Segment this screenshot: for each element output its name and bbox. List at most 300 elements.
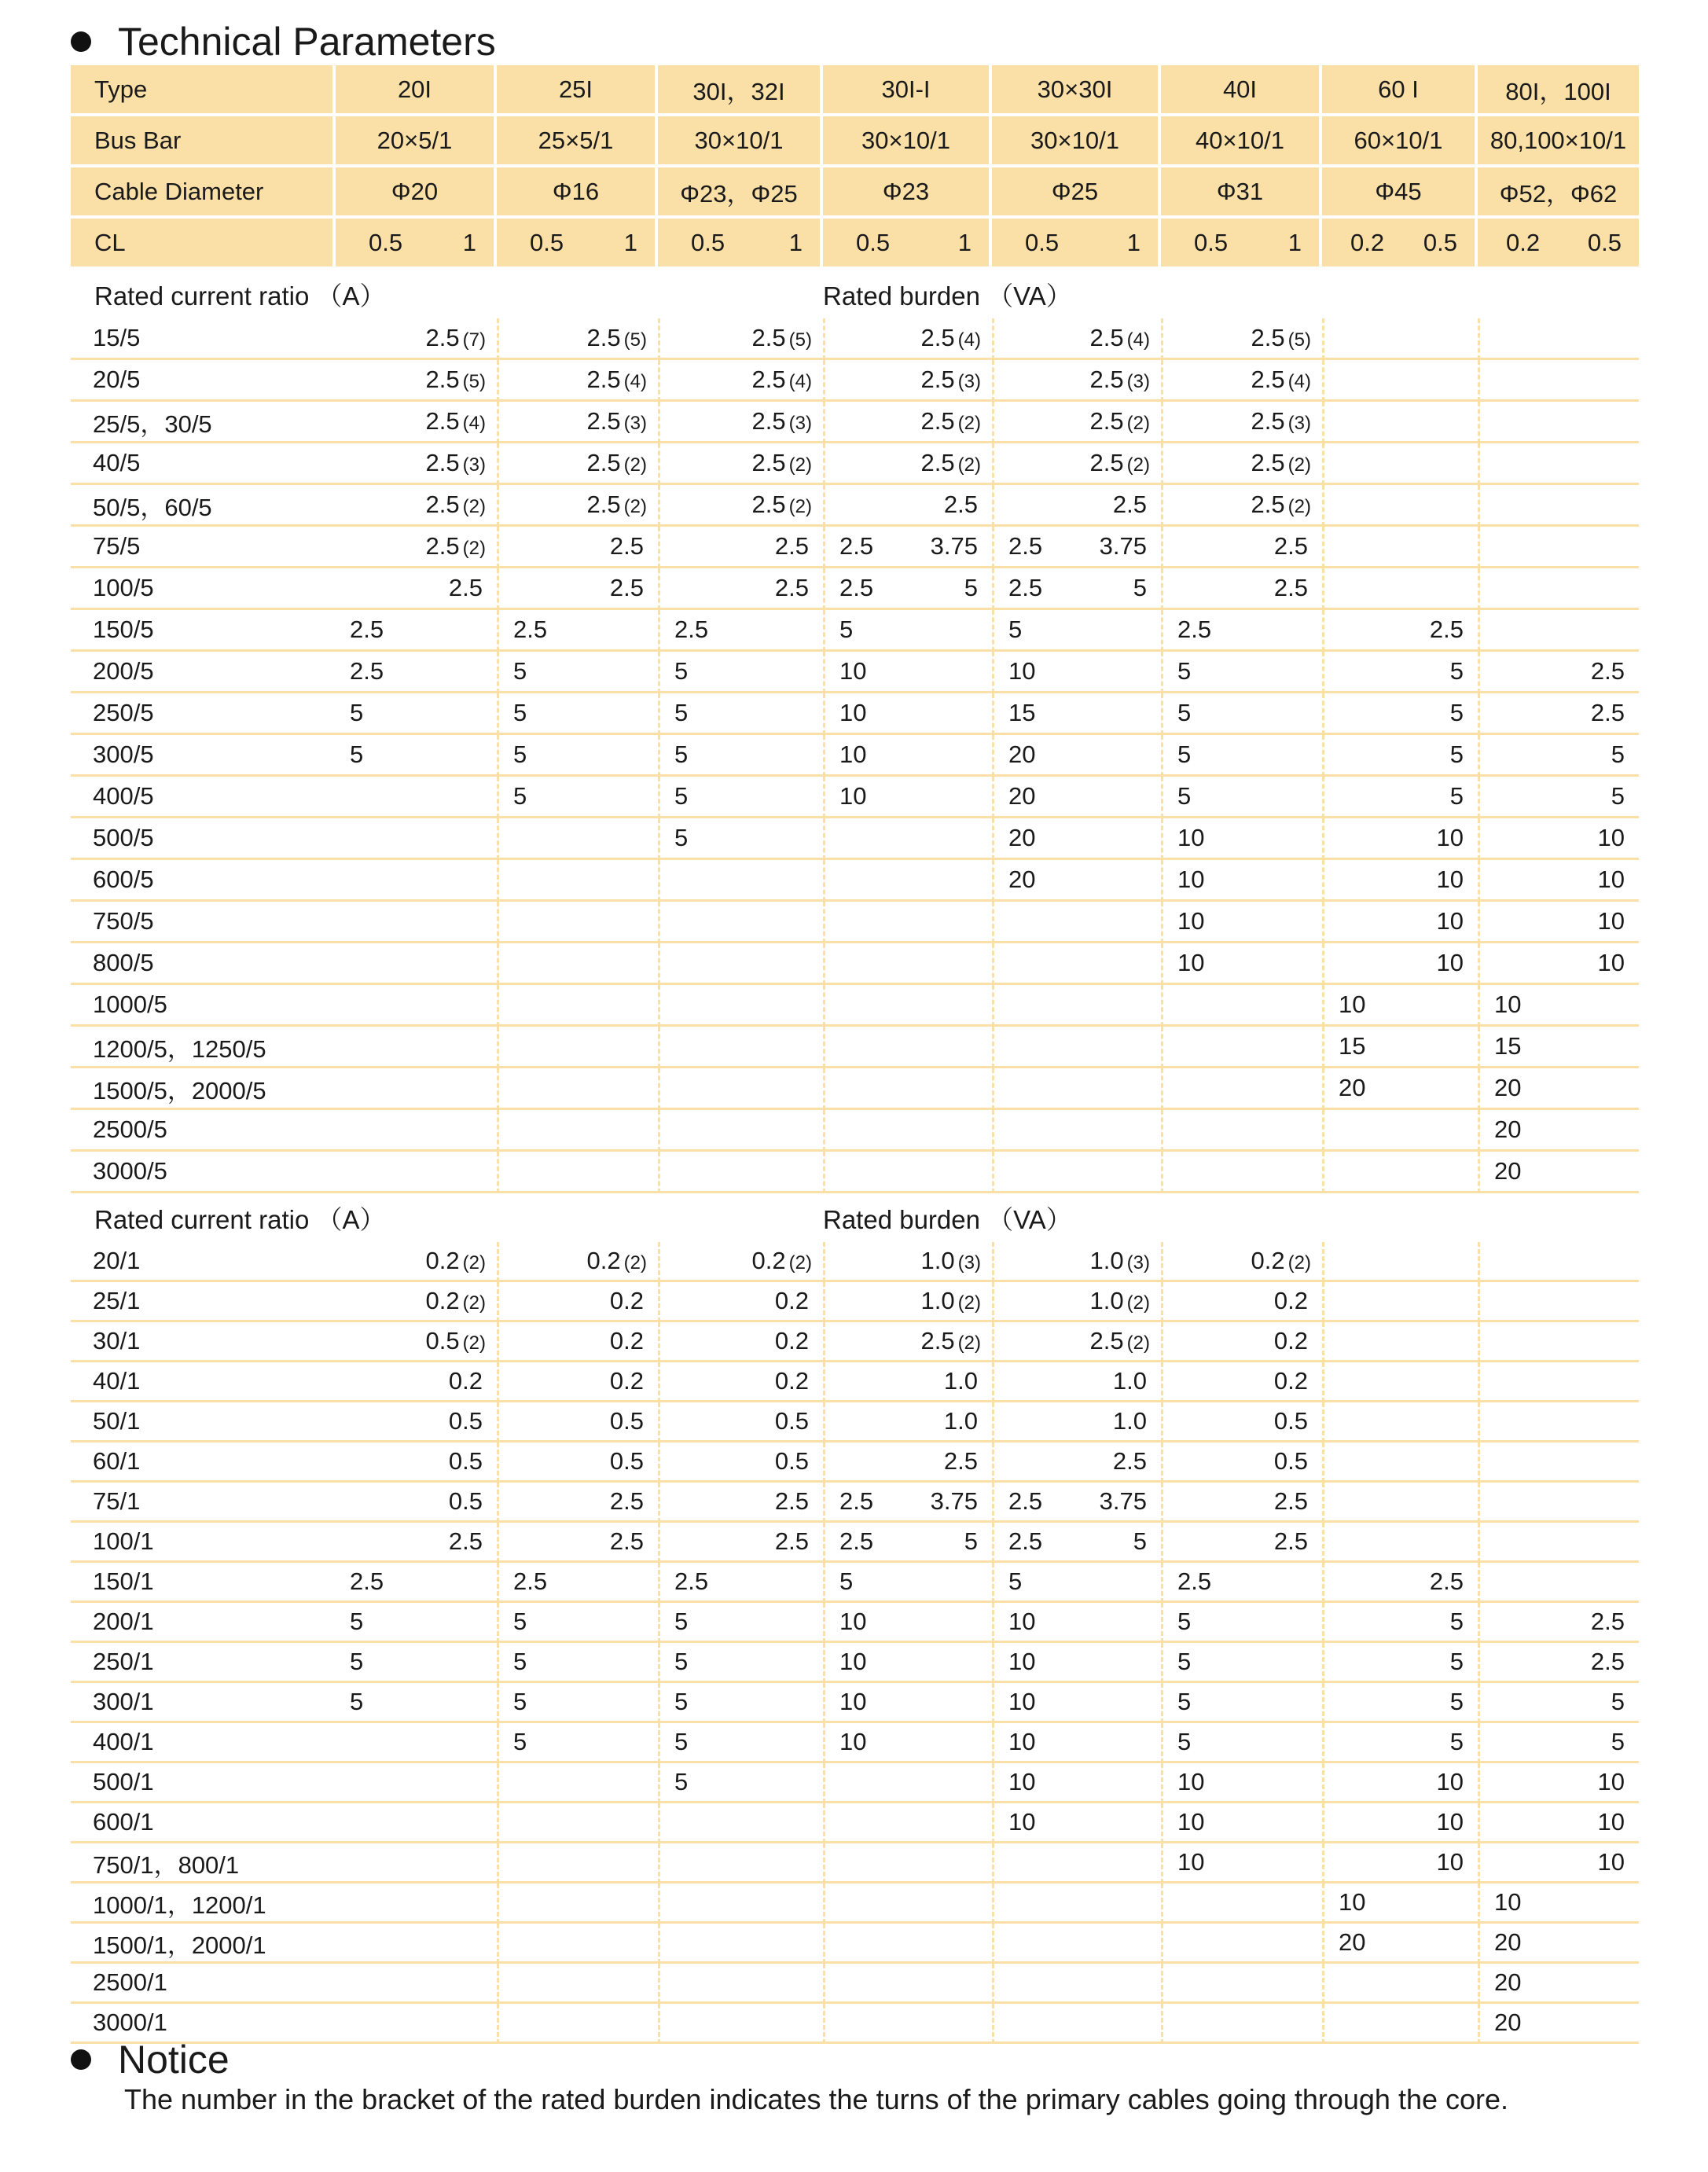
turns-count: (2) <box>1287 496 1311 517</box>
burden-values <box>499 1688 658 1716</box>
current-ratio-cell: 150/1 <box>71 1563 336 1603</box>
burden-value-left: 2.5 <box>1008 574 1043 601</box>
burden-cell <box>497 318 658 360</box>
burden-value-left: 10 <box>1008 1768 1036 1795</box>
table-row <box>71 402 1639 443</box>
burden-value: 0.5 <box>609 1407 644 1435</box>
burden-values <box>1163 2008 1322 2037</box>
burden-value-right <box>809 1032 812 1060</box>
burden-value-right <box>1147 907 1150 935</box>
burden-value-right <box>944 1407 981 1435</box>
burden-cell <box>1478 1884 1639 1924</box>
burden-value-right <box>644 1728 647 1756</box>
burden-value-right <box>921 1327 981 1355</box>
burden-cell <box>336 1027 497 1068</box>
burden-cell <box>992 1563 1161 1603</box>
burden-cell <box>992 568 1161 610</box>
turns-count: (2) <box>462 1292 486 1314</box>
burden-value-right <box>921 1287 981 1315</box>
burden-cell <box>497 1523 658 1563</box>
burden-values <box>660 907 823 935</box>
burden-values <box>660 990 823 1019</box>
burden-cell <box>1322 1282 1478 1322</box>
burden-cell <box>497 1110 658 1152</box>
burden-cell <box>1478 985 1639 1027</box>
burden-cell <box>992 1110 1161 1152</box>
burden-values <box>1324 782 1478 810</box>
burden-cell <box>658 860 823 902</box>
burden-cell <box>658 360 823 402</box>
burden-cell <box>1161 1523 1322 1563</box>
burden-value: 0.2 <box>609 1327 644 1354</box>
burden-value-right <box>1464 1367 1467 1395</box>
burden-values <box>1163 1157 1322 1185</box>
burden-value-right <box>1437 949 1467 977</box>
burden-cell <box>1161 1027 1322 1068</box>
type-cell: 40I <box>1161 65 1322 116</box>
burden-cell <box>336 485 497 527</box>
table-row <box>71 1683 1639 1723</box>
burden-value-left: 5 <box>1177 1608 1192 1635</box>
burden-cell <box>1161 1362 1322 1402</box>
burden-value: 5 <box>964 574 978 601</box>
burden-value: 0.2 <box>1273 1287 1308 1314</box>
burden-values <box>660 782 823 810</box>
burden-value-right <box>1464 1447 1467 1476</box>
burden-cell <box>992 1483 1161 1523</box>
burden-values <box>1163 1074 1322 1102</box>
burden-value-left: 5 <box>513 741 527 768</box>
burden-cell <box>1478 1964 1639 2004</box>
burden-value-left: 20 <box>1008 824 1036 851</box>
burden-value-left: 10 <box>839 699 867 726</box>
table-row <box>71 1763 1639 1803</box>
rated-current-ratio-label: Rated current ratio （A） <box>94 1204 386 1234</box>
burden-value: 2.5 <box>1089 1327 1124 1354</box>
burden-value-left: 5 <box>674 1688 689 1715</box>
burden-value-right <box>644 865 647 894</box>
burden-values <box>1163 1608 1322 1636</box>
burden-cell <box>992 1152 1161 1193</box>
burden-cell <box>1478 1643 1639 1683</box>
burden-value-left: 20 <box>1494 1928 1522 1956</box>
burden-value-right <box>978 949 981 977</box>
burden-cell <box>992 1723 1161 1763</box>
burden-cell <box>1161 1442 1322 1483</box>
burden-values <box>499 990 658 1019</box>
burden-values <box>1480 1928 1639 1957</box>
notice-text: The number in the bracket of the rated burden indicates the turns of the primary cables going through the core. <box>124 2083 1509 2115</box>
burden-cell <box>497 1282 658 1322</box>
burden-cell <box>658 943 823 985</box>
burden-values <box>1324 1487 1478 1516</box>
burden-values <box>825 616 992 644</box>
burden-value: 2.5 <box>1112 1447 1147 1475</box>
burden-values <box>660 1848 823 1876</box>
turns-count: (2) <box>462 538 486 559</box>
burden-values <box>499 407 658 436</box>
busbar-cell: 80,100×10/1 <box>1478 116 1639 167</box>
burden-value-right <box>1308 1648 1311 1676</box>
burden-value: 3.75 <box>930 1487 978 1515</box>
burden-value-right <box>1113 491 1150 519</box>
burden-value: 2.5 <box>609 1487 644 1515</box>
burden-cell <box>336 1362 497 1402</box>
section-header-row <box>71 270 1639 318</box>
burden-value: 5 <box>1611 1688 1625 1715</box>
burden-cell <box>497 1483 658 1523</box>
burden-value-left: 5 <box>350 1608 364 1635</box>
burden-cell <box>1322 693 1478 735</box>
burden-values <box>1324 949 1478 977</box>
burden-values <box>1480 1728 1639 1756</box>
type-label: Type <box>71 65 336 116</box>
burden-values <box>1480 1648 1639 1676</box>
burden-value: 0.2 <box>448 1367 483 1395</box>
burden-value-right <box>610 532 647 560</box>
turns-count: (5) <box>788 329 812 351</box>
burden-value-left: 10 <box>1008 1808 1036 1836</box>
burden-value-right <box>426 1327 486 1355</box>
burden-cell <box>1322 1563 1478 1603</box>
burden-value-right <box>1464 1115 1467 1144</box>
burden-values <box>1480 1074 1639 1102</box>
burden-values <box>994 491 1161 519</box>
burden-value-left: 2.5 <box>674 1567 709 1595</box>
burden-cell <box>1161 610 1322 652</box>
burden-cell <box>1161 1924 1322 1964</box>
burden-cell <box>497 1362 658 1402</box>
burden-values <box>1163 532 1322 560</box>
burden-value-right <box>809 1608 812 1636</box>
burden-value: 2.5 <box>425 407 460 435</box>
burden-value-right <box>944 1447 981 1476</box>
burden-cell <box>1478 652 1639 693</box>
burden-values <box>660 2008 823 2037</box>
burden-values <box>994 1367 1161 1395</box>
burden-values <box>660 491 823 519</box>
burden-value: 3.75 <box>930 532 978 560</box>
burden-value-right <box>1450 699 1467 727</box>
burden-values <box>336 1808 497 1836</box>
current-ratio-cell: 40/5 <box>71 443 336 485</box>
burden-value-left: 10 <box>1494 1888 1522 1916</box>
burden-values <box>1163 1928 1322 1957</box>
burden-values <box>1163 990 1322 1019</box>
burden-values <box>825 824 992 852</box>
burden-values <box>660 1888 823 1917</box>
burden-values <box>660 449 823 477</box>
burden-value-right <box>1090 366 1150 394</box>
burden-values <box>660 865 823 894</box>
burden-value-right <box>1147 990 1150 1019</box>
cl-pair <box>992 229 1158 257</box>
burden-cell <box>992 1282 1161 1322</box>
burden-cell <box>1322 1924 1478 1964</box>
cl-value: 0.5 <box>856 228 891 256</box>
burden-cell <box>1322 1843 1478 1884</box>
current-ratio-cell: 300/1 <box>71 1683 336 1723</box>
current-ratio-cell: 2500/5 <box>71 1110 336 1152</box>
burden-cell <box>497 360 658 402</box>
burden-values <box>825 532 992 560</box>
burden-values <box>660 1115 823 1144</box>
burden-values <box>1480 949 1639 977</box>
burden-cell <box>1478 360 1639 402</box>
burden-values <box>825 865 992 894</box>
table-row <box>71 2004 1639 2044</box>
burden-cell <box>1161 1402 1322 1442</box>
burden-cell <box>1161 1803 1322 1843</box>
burden-values <box>336 782 497 810</box>
burden-value-right <box>1274 1407 1311 1435</box>
burden-cell <box>497 943 658 985</box>
burden-value-right <box>775 1527 812 1556</box>
burden-cell <box>336 1322 497 1362</box>
burden-cell <box>1161 1483 1322 1523</box>
burden-values <box>994 2008 1161 2037</box>
burden-cell <box>658 1683 823 1723</box>
burden-values <box>1480 824 1639 852</box>
turns-count: (2) <box>788 1252 812 1273</box>
burden-cell <box>497 1322 658 1362</box>
burden-value-right <box>483 1567 486 1596</box>
burden-value-right <box>449 574 486 602</box>
burden-value-right <box>1430 616 1467 644</box>
burden-value-right <box>610 1487 647 1516</box>
burden-value-right <box>1464 1074 1467 1102</box>
burden-cell <box>497 1603 658 1643</box>
burden-cell <box>823 1442 992 1483</box>
turns-count: (2) <box>462 1332 486 1354</box>
burden-value-right <box>1591 1608 1628 1636</box>
burden-value-left: 20 <box>1494 1157 1522 1185</box>
burden-values <box>1324 1608 1478 1636</box>
burden-value-right <box>610 1527 647 1556</box>
burden-cell <box>336 1483 497 1523</box>
burden-cell <box>1322 1964 1478 2004</box>
burden-value-right <box>809 1768 812 1796</box>
burden-value-right <box>809 1968 812 1997</box>
burden-value-right <box>1147 949 1150 977</box>
burden-value-right <box>1625 1407 1628 1435</box>
burden-cell <box>336 1282 497 1322</box>
burden-values <box>1163 1968 1322 1997</box>
burden-value-left: 10 <box>839 657 867 685</box>
burden-value-right <box>1090 407 1150 436</box>
current-ratio-cell: 3000/5 <box>71 1152 336 1193</box>
burden-values <box>1480 324 1639 352</box>
burden-values <box>1163 449 1322 477</box>
type-cell: 30I，32I <box>658 65 823 116</box>
burden-value-right <box>644 657 647 685</box>
burden-values <box>1324 407 1478 436</box>
burden-cell <box>823 1483 992 1523</box>
burden-values <box>825 2008 992 2037</box>
burden-values <box>499 1487 658 1516</box>
burden-cell <box>497 1563 658 1603</box>
burden-cell <box>1322 1402 1478 1442</box>
burden-values <box>660 1487 823 1516</box>
type-cell: 25I <box>497 65 658 116</box>
burden-values <box>1324 1768 1478 1796</box>
burden-value: 2.5 <box>751 366 786 393</box>
burden-cell <box>992 610 1161 652</box>
burden-cell <box>336 1563 497 1603</box>
burden-cell <box>992 735 1161 777</box>
notice-title: Notice <box>118 2038 230 2082</box>
burden-value: 2.5 <box>425 532 460 560</box>
burden-values <box>1324 657 1478 685</box>
bullet-icon <box>71 2049 91 2070</box>
burden-value-right <box>644 907 647 935</box>
burden-value-right <box>964 574 981 602</box>
burden-value: 2.5 <box>774 532 809 560</box>
burden-value: 3.75 <box>1099 532 1147 560</box>
burden-value-right <box>809 1728 812 1756</box>
burden-values <box>825 1287 992 1315</box>
burden-cell <box>1161 2004 1322 2044</box>
burden-value-left: 5 <box>350 1648 364 1675</box>
burden-values <box>336 1487 497 1516</box>
burden-values <box>994 366 1161 394</box>
burden-values <box>499 1074 658 1102</box>
burden-value-right <box>1274 532 1311 560</box>
turns-count: (4) <box>1126 329 1150 351</box>
burden-cell <box>823 985 992 1027</box>
burden-values <box>660 1768 823 1796</box>
burden-value: 1.0 <box>1089 1247 1124 1274</box>
burden-cell <box>658 1523 823 1563</box>
burden-values <box>1324 366 1478 394</box>
burden-value-right <box>978 741 981 769</box>
burden-value-right <box>809 2008 812 2037</box>
burden-cell <box>336 1884 497 1924</box>
burden-value-right <box>1464 1487 1467 1516</box>
burden-value-right <box>426 1287 486 1315</box>
burden-cell <box>1161 652 1322 693</box>
burden-value: 3.75 <box>1099 1487 1147 1515</box>
burden-values <box>499 1728 658 1756</box>
cl-pair <box>1161 229 1319 257</box>
turns-count: (4) <box>623 371 647 392</box>
burden-cell <box>336 402 497 443</box>
burden-cell <box>497 443 658 485</box>
burden-values <box>336 532 497 560</box>
burden-value-right <box>426 324 486 352</box>
burden-value-right <box>1464 1287 1467 1315</box>
table-row <box>71 1643 1639 1683</box>
burden-cell <box>336 1723 497 1763</box>
burden-value-right <box>644 1968 647 1997</box>
notice-heading <box>71 2032 230 2087</box>
burden-values <box>499 1848 658 1876</box>
burden-value-right <box>1625 1968 1628 1997</box>
burden-cell <box>1478 1110 1639 1152</box>
burden-values <box>1163 1407 1322 1435</box>
burden-value: 5 <box>1449 1648 1464 1675</box>
burden-cell <box>992 1027 1161 1068</box>
burden-value: 2.5 <box>1251 324 1285 351</box>
burden-values <box>1163 782 1322 810</box>
cl-value: 0.5 <box>1423 228 1457 256</box>
burden-value-left: 2.5 <box>513 1567 548 1595</box>
burden-values <box>336 1327 497 1355</box>
burden-cell <box>1161 527 1322 568</box>
burden-values <box>1324 1032 1478 1060</box>
burden-values <box>336 616 497 644</box>
burden-values <box>1163 1848 1322 1876</box>
burden-value-right <box>483 1074 486 1102</box>
current-ratio-cell: 20/1 <box>71 1242 336 1282</box>
burden-value-left: 10 <box>1008 1688 1036 1715</box>
burden-value: 2.5 <box>1590 1608 1625 1635</box>
burden-cell <box>497 1027 658 1068</box>
burden-values <box>825 990 992 1019</box>
burden-value-left: 2.5 <box>1177 616 1212 643</box>
burden-cell <box>497 610 658 652</box>
burden-value: 10 <box>1597 1808 1625 1836</box>
burden-value-left: 5 <box>674 1768 689 1795</box>
burden-value-right <box>775 1327 812 1355</box>
burden-value-left: 2.5 <box>839 532 874 560</box>
turns-count: (2) <box>1126 1292 1150 1314</box>
burden-values <box>660 1808 823 1836</box>
burden-cell <box>823 1723 992 1763</box>
cl-value: 0.5 <box>1587 228 1622 256</box>
burden-values <box>1163 407 1322 436</box>
cl-value: 1 <box>462 228 476 256</box>
table-row <box>71 1523 1639 1563</box>
cl-value: 0.5 <box>1194 228 1229 256</box>
turns-count: (2) <box>1126 1332 1150 1354</box>
turns-count: (2) <box>957 454 981 476</box>
burden-cell <box>823 902 992 943</box>
burden-cell <box>1322 1110 1478 1152</box>
burden-value-right <box>1308 1032 1311 1060</box>
burden-value-left: 5 <box>839 616 854 643</box>
burden-values <box>499 616 658 644</box>
burden-values <box>994 1928 1161 1957</box>
burden-value: 2.5 <box>586 407 621 435</box>
burden-values <box>499 366 658 394</box>
cl-value: 0.5 <box>691 228 725 256</box>
burden-values <box>660 1327 823 1355</box>
burden-value-right <box>1308 949 1311 977</box>
burden-values <box>499 1287 658 1315</box>
burden-value-right <box>610 1407 647 1435</box>
burden-cell <box>1322 1362 1478 1402</box>
burden-value: 2.5 <box>1089 407 1124 435</box>
burden-value-right <box>809 1567 812 1596</box>
burden-value-right <box>775 574 812 602</box>
rated-burden-label: Rated burden （VA） <box>823 281 1072 311</box>
burden-value-right <box>1100 1487 1150 1516</box>
burden-value-right <box>1308 1608 1311 1636</box>
burden-cell <box>336 568 497 610</box>
turns-count: (3) <box>1126 1252 1150 1273</box>
burden-values <box>994 1808 1161 1836</box>
current-ratio-cell: 150/5 <box>71 610 336 652</box>
burden-value-left: 10 <box>839 782 867 810</box>
table-row <box>71 1563 1639 1603</box>
burden-value: 2.5 <box>1251 366 1285 393</box>
burden-cell <box>658 1027 823 1068</box>
burden-value-right <box>644 1808 647 1836</box>
burden-value-right <box>1450 782 1467 810</box>
burden-value-left: 5 <box>674 782 689 810</box>
burden-value-right <box>1464 1327 1467 1355</box>
